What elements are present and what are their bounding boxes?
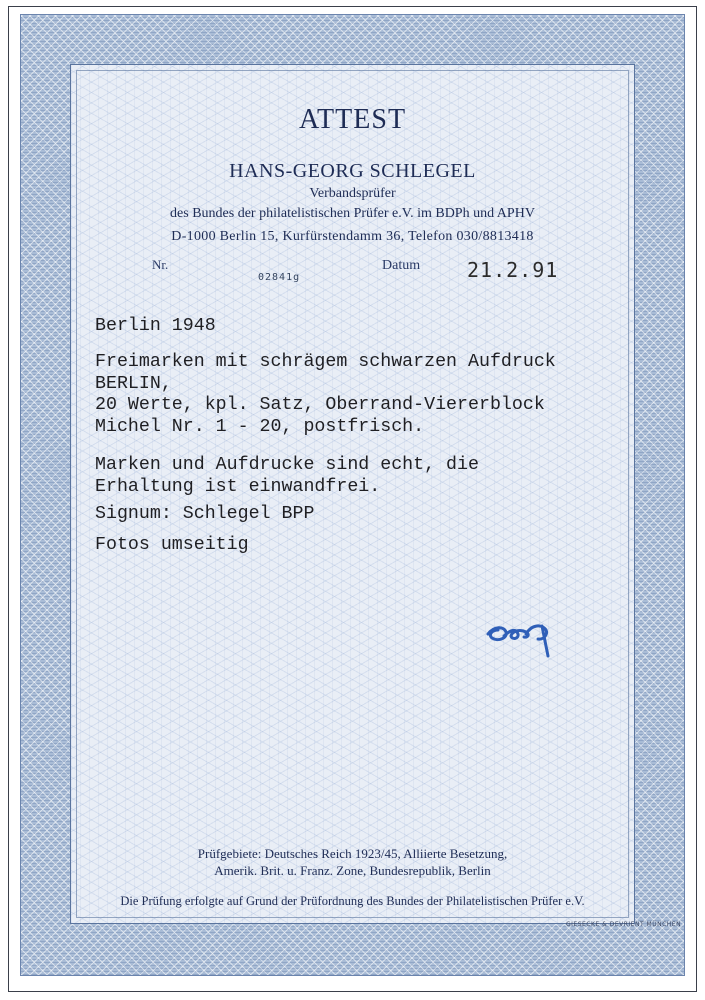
- document-title: ATTEST: [298, 104, 407, 135]
- address-line: D-1000 Berlin 15, Kurfürstendamm 36, Telefon 030/8813418: [171, 229, 534, 244]
- nr-label: Nr.: [152, 257, 169, 272]
- examiner-name: HANS-GEORG SCHLEGEL: [229, 160, 476, 182]
- issue-title: Berlin 1948: [95, 316, 216, 336]
- authenticity-statement: Marken und Aufdrucke sind echt, die Erhaltung ist einwandfrei.: [95, 455, 479, 497]
- nr-value: 02841g: [258, 272, 301, 283]
- signature-icon: [482, 612, 582, 662]
- signum-line: Signum: Schlegel BPP: [95, 504, 315, 524]
- datum-label: Datum: [382, 258, 421, 273]
- footer-regulation: Die Prüfung erfolgte auf Grund der Prüfordnung des Bundes der Philatelistischen Prüfer e.V.: [120, 894, 585, 908]
- association-line: des Bundes der philatelistischen Prüfer e.V. im BDPh und APHV: [170, 206, 535, 221]
- footer-areas-line2: Amerik. Brit. u. Franz. Zone, Bundesrepublik, Berlin: [214, 863, 491, 878]
- stamp-description: Freimarken mit schrägem schwarzen Aufdruck BERLIN, 20 Werte, kpl. Satz, Oberrand-Viererblock Michel Nr. 1 - 20, postfrisch.: [95, 352, 556, 437]
- examiner-role: Verbandsprüfer: [309, 186, 396, 201]
- footer-areas-line1: Prüfgebiete: Deutsches Reich 1923/45, Alliierte Besetzung,: [197, 846, 508, 861]
- datum-value: 21.2.91: [467, 258, 559, 282]
- photos-note: Fotos umseitig: [95, 535, 249, 555]
- printer-imprint: GIESECKE & DEVRIENT MÜNCHEN: [566, 921, 682, 928]
